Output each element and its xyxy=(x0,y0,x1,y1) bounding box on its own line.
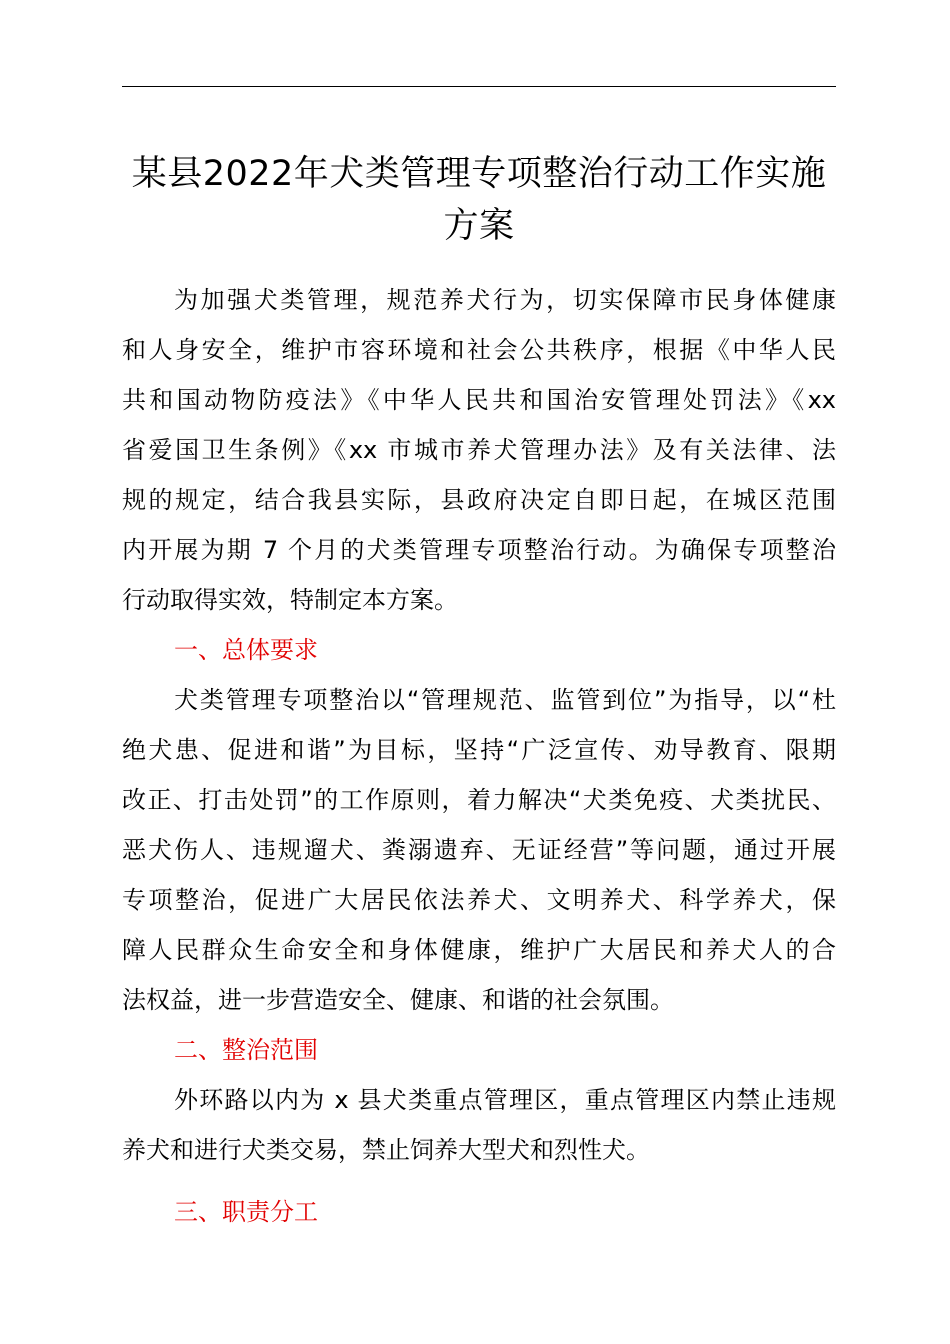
intro-paragraph xyxy=(122,275,836,625)
text-line: 内开展为期 7 个月的犬类管理专项整治行动。为确保专项整治 xyxy=(122,536,836,564)
text-line: 专项整治，促进广大居民依法养犬、文明养犬、科学养犬，保 xyxy=(122,886,836,914)
text-line: 养犬和进行犬类交易，禁止饲养大型犬和烈性犬。 xyxy=(122,1136,650,1164)
section-paragraph xyxy=(122,675,836,1025)
header-rule xyxy=(122,86,836,87)
text-line: 和人身安全，维护市容环境和社会公共秩序，根据《中华人民 xyxy=(122,336,836,364)
text-line: 犬类管理专项整治以“管理规范、监管到位”为指导，以“杜 xyxy=(174,686,836,714)
section-heading: 三、职责分工 xyxy=(174,1198,318,1226)
title-line: 某县2022年犬类管理专项整治行动工作实施 xyxy=(131,154,827,194)
text-line: 改正、打击处罚”的工作原则，着力解决“犬类免疫、犬类扰民、 xyxy=(122,786,836,814)
text-line: 绝犬患、促进和谐”为目标，坚持“广泛宣传、劝导教育、限期 xyxy=(122,736,836,764)
text-line: 法权益，进一步营造安全、健康、和谐的社会氛围。 xyxy=(122,986,674,1014)
text-line: 共和国动物防疫法》《中华人民共和国治安管理处罚法》《xx xyxy=(122,386,836,414)
text-line: 为加强犬类管理，规范养犬行为，切实保障市民身体健康 xyxy=(174,286,836,314)
section-heading: 一、总体要求 xyxy=(174,636,318,664)
text-line: 规的规定，结合我县实际，县政府决定自即日起，在城区范围 xyxy=(122,486,836,514)
document-body xyxy=(122,275,836,1237)
text-line: 行动取得实效，特制定本方案。 xyxy=(122,586,458,614)
section-heading: 二、整治范围 xyxy=(174,1036,318,1064)
spacer xyxy=(122,1175,836,1187)
text-line: 外环路以内为 x 县犬类重点管理区，重点管理区内禁止违规 xyxy=(174,1086,836,1114)
text-line: 障人民群众生命安全和身体健康，维护广大居民和养犬人的合 xyxy=(122,936,836,964)
text-line: 恶犬伤人、违规遛犬、粪溺遗弃、无证经营”等问题，通过开展 xyxy=(122,836,836,864)
title-line: 方案 xyxy=(443,206,515,246)
document-title xyxy=(118,148,840,252)
section-paragraph xyxy=(122,1075,836,1175)
text-line: 省爱国卫生条例》《xx 市城市养犬管理办法》及有关法律、法 xyxy=(122,436,836,464)
